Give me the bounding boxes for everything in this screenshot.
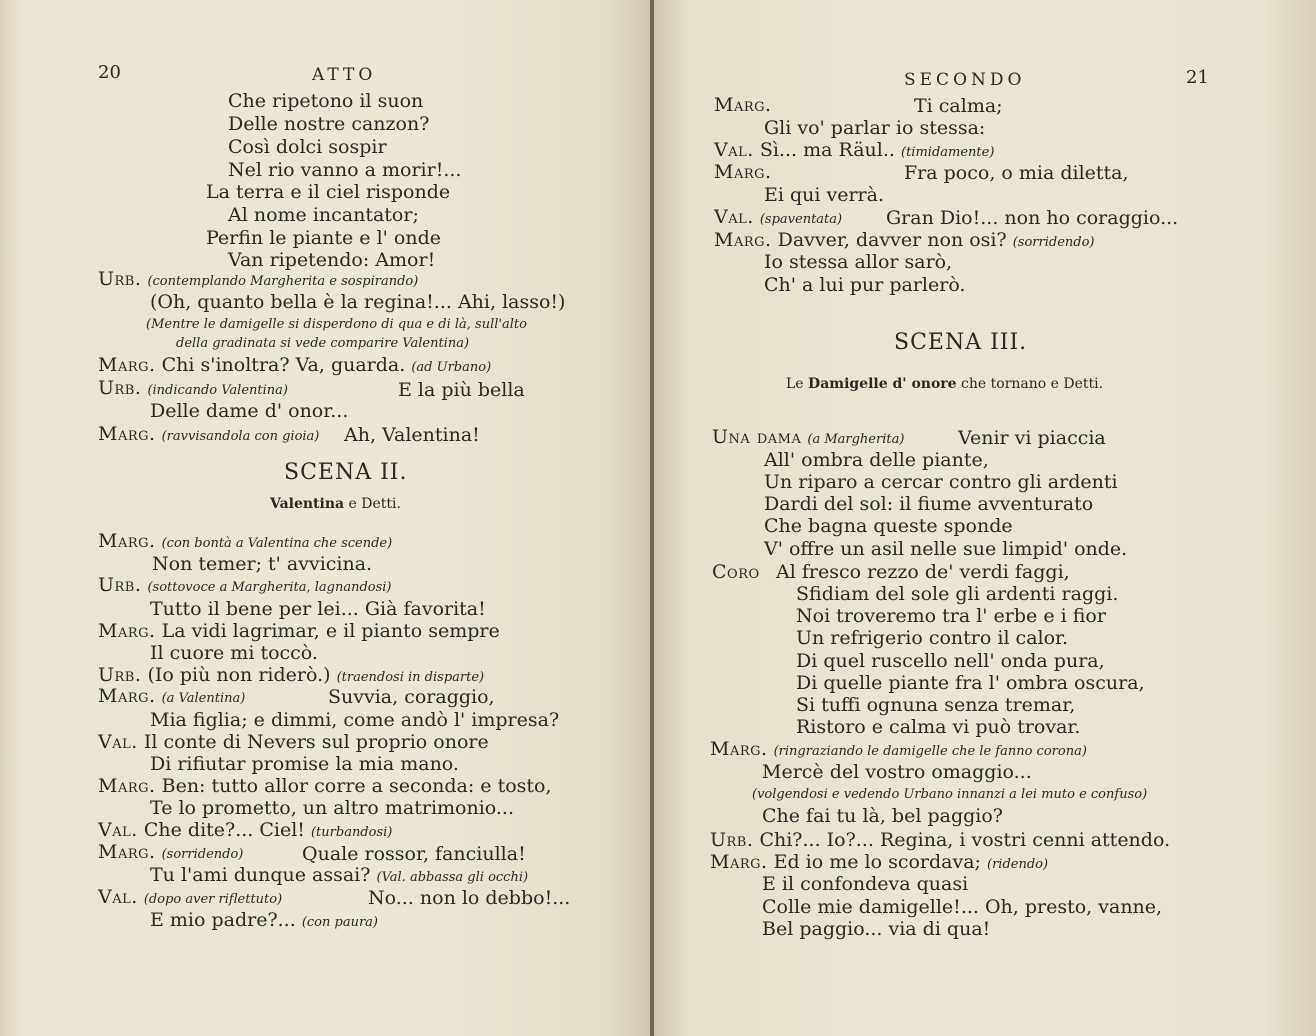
speaker: Val. bbox=[98, 819, 138, 841]
scene-characters: Valentina bbox=[270, 496, 345, 512]
dialogue-line bbox=[98, 731, 489, 753]
stage-direction: (timidamente) bbox=[901, 145, 995, 160]
speaker: Val. bbox=[714, 206, 754, 228]
stage-direction: (indicando Valentina) bbox=[147, 383, 288, 398]
running-head: SECONDO bbox=[904, 70, 1026, 90]
verse-line: Te lo prometto, un altro matrimonio... bbox=[150, 797, 515, 819]
stage-direction: (ridendo) bbox=[987, 857, 1049, 872]
verse-text: Ed io me lo scordava; bbox=[773, 851, 981, 873]
speaker: Val. bbox=[98, 886, 138, 908]
verse-line: Bel paggio... via di qua! bbox=[762, 918, 991, 940]
stage-direction: (ravvisandola con gioia) bbox=[161, 429, 320, 444]
verse-text: E mio padre?... bbox=[150, 909, 296, 931]
dialogue-line bbox=[98, 530, 392, 555]
speaker: Marg. bbox=[714, 161, 772, 183]
stage-direction: (spaventata) bbox=[759, 212, 843, 227]
verse-line: Mia figlia; e dimmi, come andò l' impresa? bbox=[150, 709, 560, 731]
scene-title: SCENA II. bbox=[284, 460, 408, 485]
stage-direction: (traendosi in disparte) bbox=[336, 670, 485, 685]
scene-subtitle bbox=[270, 496, 401, 512]
verse-line: Il cuore mi toccò. bbox=[150, 642, 318, 664]
verse-line: Dardi del sol: il fiume avventurato bbox=[764, 493, 1094, 515]
verse-text: Sì... ma Räul.. bbox=[759, 139, 895, 161]
scene-subtitle bbox=[786, 376, 1103, 392]
verse-text: Ah, Valentina! bbox=[344, 424, 480, 446]
speaker: Marg. bbox=[98, 423, 156, 445]
speaker: Marg. bbox=[98, 530, 156, 552]
page-number: 21 bbox=[1186, 67, 1209, 88]
verse-line: Che bagna queste sponde bbox=[764, 515, 1013, 537]
dialogue-line bbox=[710, 829, 1170, 851]
stage-direction: (sorridendo) bbox=[1012, 235, 1095, 250]
stage-direction: (a Margherita) bbox=[807, 432, 905, 447]
dialogue-line bbox=[98, 423, 319, 448]
verse-line: Ei qui verrà. bbox=[764, 184, 885, 206]
verse-line: E il confondeva quasi bbox=[762, 873, 969, 895]
verse-text: Suvvia, coraggio, bbox=[328, 686, 495, 708]
speaker: Una dama bbox=[712, 426, 802, 448]
dialogue-line bbox=[98, 685, 245, 710]
stage-direction: (volgendosi e vedendo Urbano innanzi a lei muto e confuso) bbox=[752, 787, 1148, 802]
verse-text: Ben: tutto allor corre a seconda: e tosto, bbox=[161, 775, 552, 797]
verse-line: La terra e il ciel risponde bbox=[206, 181, 451, 203]
dialogue-line bbox=[710, 738, 1087, 763]
speaker: Marg. bbox=[710, 738, 768, 760]
verse-text: Tu l'ami dunque assai? bbox=[150, 864, 371, 886]
speaker: Urb. bbox=[98, 574, 142, 596]
verse-line: Un riparo a cercar contro gli ardenti bbox=[764, 471, 1118, 493]
stage-direction: (Val. abbassa gli occhi) bbox=[376, 870, 529, 885]
verse-line: Di rifiutar promise la mia mano. bbox=[150, 753, 459, 775]
verse-line: Nel rio vanno a morir!... bbox=[228, 159, 462, 181]
verse-line: Di quelle piante fra l' ombra oscura, bbox=[796, 672, 1145, 694]
stage-direction: (contemplando Margherita e sospirando) bbox=[147, 274, 419, 289]
verse-line: Così dolci sospir bbox=[228, 136, 387, 158]
speaker: Marg. bbox=[98, 841, 156, 863]
verse-line: Non temer; t' avvicina. bbox=[152, 553, 373, 575]
verse-line: Delle dame d' onor... bbox=[150, 400, 349, 422]
verse-line: Delle nostre canzon? bbox=[228, 113, 430, 135]
scene-subtitle-text: e Detti. bbox=[344, 496, 401, 512]
verse-text: Fra poco, o mia diletta, bbox=[904, 162, 1129, 184]
verse-text: La vidi lagrimar, e il pianto sempre bbox=[161, 620, 500, 642]
stage-direction: (a Valentina) bbox=[161, 691, 246, 706]
dialogue-line bbox=[98, 841, 243, 866]
scene-characters: Damigelle d' onore bbox=[808, 376, 957, 392]
speaker: Marg. bbox=[714, 229, 772, 251]
verse-text: Venir vi piaccia bbox=[958, 427, 1106, 449]
dialogue-line bbox=[98, 377, 288, 402]
verse-line: Ristoro e calma vi può trovar. bbox=[796, 716, 1081, 738]
verse-line: Noi troveremo tra l' erbe e i fior bbox=[796, 605, 1106, 627]
verse-line: Si tuffi ognuna senza tremar, bbox=[796, 694, 1076, 716]
scene-subtitle-text: che tornano e Detti. bbox=[956, 376, 1104, 392]
verse-text: (Io più non riderò.) bbox=[147, 664, 331, 686]
verse-line: Sfidiam del sole gli ardenti raggi. bbox=[796, 583, 1119, 605]
speaker: Marg. bbox=[98, 354, 156, 376]
dialogue-line bbox=[98, 268, 418, 293]
dialogue-line bbox=[98, 620, 500, 642]
verse-text: Davver, davver non osi? bbox=[777, 229, 1007, 251]
dialogue-line bbox=[712, 561, 760, 583]
dialogue-line bbox=[98, 574, 392, 599]
stage-direction: (con paura) bbox=[301, 915, 378, 930]
scene-subtitle-prefix: Le bbox=[786, 376, 809, 392]
dialogue-line bbox=[150, 909, 378, 934]
dialogue-line bbox=[98, 886, 282, 911]
verse-text: Ti calma; bbox=[914, 95, 1003, 117]
stage-direction: (sorridendo) bbox=[161, 847, 244, 862]
verse-line: Al nome incantator; bbox=[228, 204, 419, 226]
verse-line: (Oh, quanto bella è la regina!... Ahi, lasso!) bbox=[150, 291, 566, 313]
speaker: Val. bbox=[714, 139, 754, 161]
verse-text: Chi?... Io?... Regina, i vostri cenni attendo. bbox=[759, 829, 1171, 851]
verse-text: Al fresco rezzo de' verdi faggi, bbox=[776, 561, 1070, 583]
verse-line: Un refrigerio contro il calor. bbox=[796, 627, 1069, 649]
stage-direction: (ad Urbano) bbox=[411, 360, 492, 375]
verse-line: Io stessa allor sarò, bbox=[764, 251, 953, 273]
verse-text: Quale rossor, fanciulla! bbox=[302, 843, 526, 865]
dialogue-line bbox=[98, 354, 491, 379]
verse-line: Van ripetendo: Amor! bbox=[228, 249, 436, 271]
right-page bbox=[654, 0, 1316, 1036]
speaker: Val. bbox=[98, 731, 138, 753]
speaker: Urb. bbox=[98, 664, 142, 686]
verse-text: Gran Dio!... non ho coraggio... bbox=[886, 207, 1179, 229]
stage-direction: (ringraziando le damigelle che le fanno corona) bbox=[773, 744, 1087, 759]
verse-text: Il conte di Nevers sul proprio onore bbox=[143, 731, 489, 753]
speaker: Marg. bbox=[710, 851, 768, 873]
verse-line: Tutto il bene per lei... Già favorita! bbox=[150, 598, 486, 620]
verse-line: Mercè del vostro omaggio... bbox=[762, 761, 1032, 783]
verse-line: Di quel ruscello nell' onda pura, bbox=[796, 650, 1105, 672]
speaker: Marg. bbox=[98, 620, 156, 642]
verse-line: V' offre un asil nelle sue limpid' onde. bbox=[764, 538, 1128, 560]
speaker: Coro bbox=[712, 561, 760, 583]
stage-direction: (turbandosi) bbox=[310, 825, 393, 840]
page-number: 20 bbox=[98, 62, 121, 83]
stage-direction: della gradinata si vede comparire Valentina) bbox=[176, 336, 470, 351]
verse-line: Ch' a lui pur parlerò. bbox=[764, 274, 966, 296]
left-page bbox=[0, 0, 652, 1036]
stage-direction: (dopo aver riflettuto) bbox=[143, 892, 283, 907]
verse-line: Che fai tu là, bel paggio? bbox=[762, 805, 1003, 827]
verse-text: No... non lo debbo!... bbox=[368, 887, 571, 909]
scene-title: SCENA III. bbox=[894, 330, 1028, 355]
speaker: Marg. bbox=[714, 94, 772, 116]
verse-line: All' ombra delle piante, bbox=[764, 449, 989, 471]
speaker: Urb. bbox=[710, 829, 754, 851]
verse-line: Che ripetono il suon bbox=[228, 90, 424, 112]
verse-text: E la più bella bbox=[398, 379, 525, 401]
speaker: Marg. bbox=[98, 775, 156, 797]
dialogue-line bbox=[98, 775, 552, 797]
stage-direction: (sottovoce a Margherita, lagnandosi) bbox=[147, 580, 392, 595]
verse-line: Perfin le piante e l' onde bbox=[206, 227, 441, 249]
verse-text: Chi s'inoltra? Va, guarda. bbox=[161, 354, 406, 376]
stage-direction: (Mentre le damigelle si disperdono di qua e di là, sull'alto bbox=[146, 317, 527, 332]
stage-direction: (con bontà a Valentina che scende) bbox=[161, 536, 393, 551]
verse-text: Che dite?... Ciel! bbox=[143, 819, 305, 841]
verse-line: Gli vo' parlar io stessa: bbox=[764, 117, 986, 139]
verse-line: Colle mie damigelle!... Oh, presto, vanne, bbox=[762, 896, 1163, 918]
running-head: ATTO bbox=[312, 65, 377, 85]
speaker: Urb. bbox=[98, 377, 142, 399]
speaker: Marg. bbox=[98, 685, 156, 707]
dialogue-line bbox=[712, 426, 904, 451]
speaker: Urb. bbox=[98, 268, 142, 290]
dialogue-line bbox=[714, 206, 842, 231]
